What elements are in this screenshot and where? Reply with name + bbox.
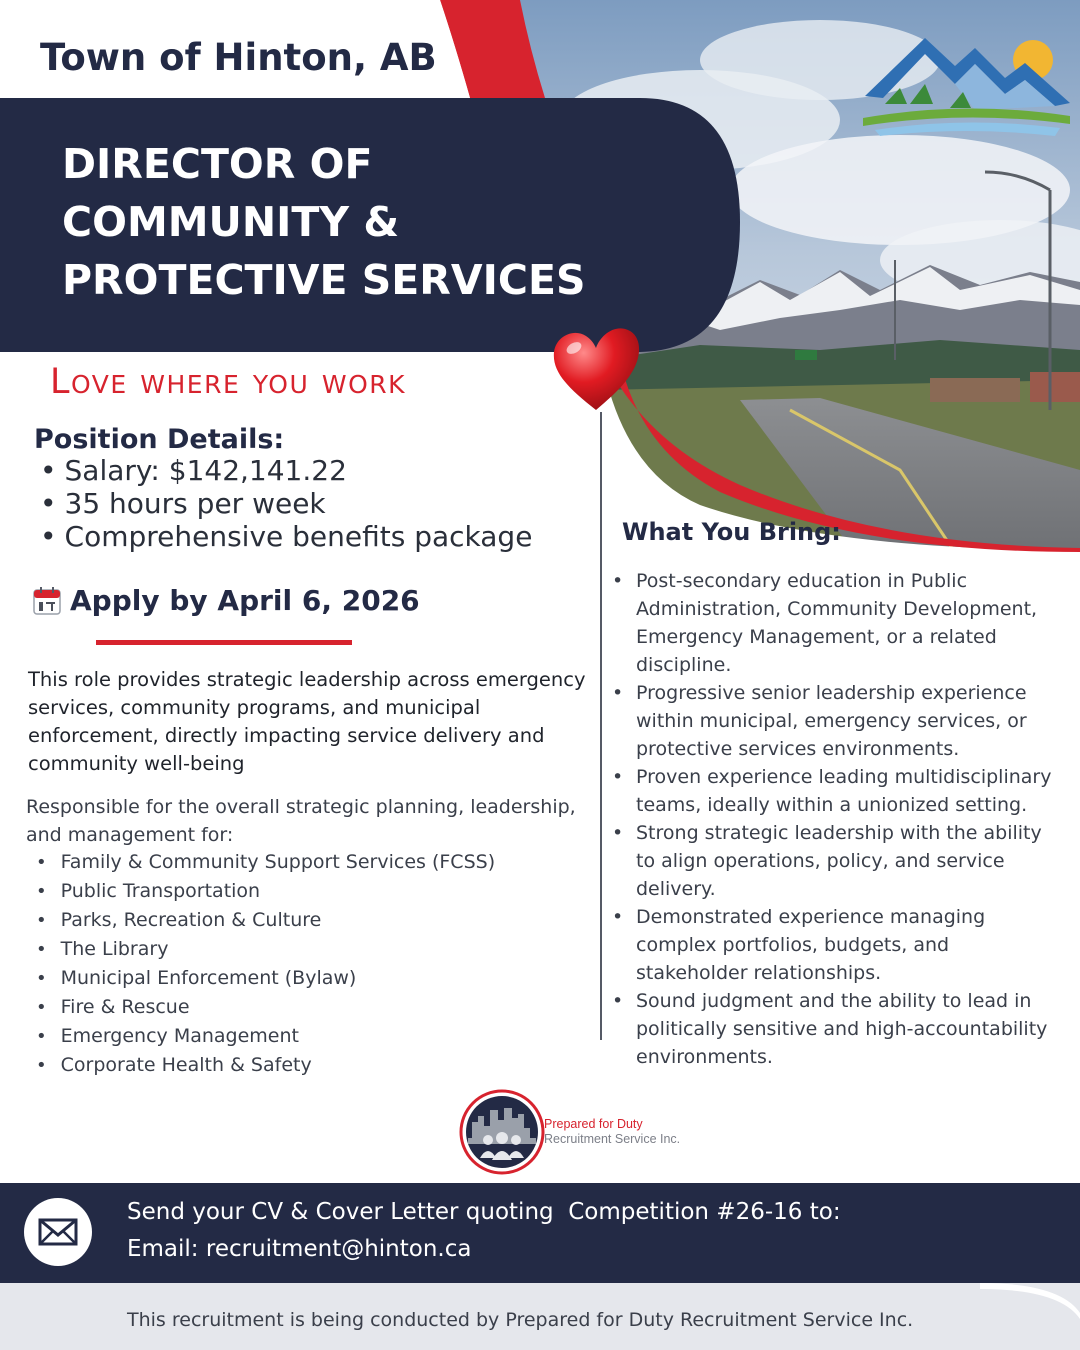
apply-deadline — [32, 584, 420, 617]
list-item: • The Library — [36, 935, 495, 964]
position-details-heading: Position Details: — [34, 424, 285, 455]
hinton-logo — [855, 18, 1075, 143]
footer-instructions: Send your CV & Cover Letter quoting Competition #26-16 to: — [127, 1199, 841, 1225]
divider-rule — [96, 640, 352, 645]
job-title-line: DIRECTOR OF — [62, 140, 373, 188]
town-title: Town of Hinton, AB — [40, 36, 437, 79]
list-item: • Comprehensive benefits package — [40, 520, 532, 553]
footer-email[interactable]: Email: recruitment@hinton.ca — [127, 1236, 472, 1262]
list-item: • Fire & Rescue — [36, 993, 495, 1022]
list-item: • Salary: $142,141.22 — [40, 454, 532, 487]
what-you-bring-list — [612, 567, 1062, 1071]
list-item: • Public Transportation — [36, 877, 495, 906]
agency-subtitle: Recruitment Service Inc. — [544, 1132, 681, 1146]
apply-deadline-text: Apply by April 6, 2026 — [70, 584, 420, 617]
list-item: • Progressive senior leadership experience within municipal, emergency services, or protective services environments. — [612, 679, 1062, 763]
list-item: • Parks, Recreation & Culture — [36, 906, 495, 935]
heart-balloon-icon — [548, 322, 644, 422]
skyline-logo-icon — [458, 1088, 546, 1176]
list-item: • Emergency Management — [36, 1022, 495, 1051]
list-item: • Corporate Health & Safety — [36, 1051, 495, 1080]
tagline: Love where you work — [50, 362, 407, 402]
list-item: • Strong strategic leadership with the ability to align operations, policy, and service delivery. — [612, 819, 1062, 903]
calendar-icon — [32, 586, 62, 616]
mail-icon — [24, 1198, 92, 1266]
what-you-bring-heading: What You Bring: — [622, 518, 841, 546]
list-item: • Family & Community Support Services (FCSS) — [36, 848, 495, 877]
recruitment-note: This recruitment is being conducted by Prepared for Duty Recruitment Service Inc. — [127, 1309, 914, 1331]
column-divider — [600, 412, 602, 1040]
bottom-corner-decor — [980, 1283, 1080, 1350]
agency-logo-text — [544, 1117, 680, 1147]
list-item: • Demonstrated experience managing complex portfolios, budgets, and stakeholder relationships. — [612, 903, 1062, 987]
list-item: • Proven experience leading multidisciplinary teams, ideally within a unionized setting. — [612, 763, 1062, 819]
responsibilities-list — [36, 848, 495, 1080]
list-item: • Post-secondary education in Public Administration, Community Development, Emergency Management, or a related discipline. — [612, 567, 1062, 679]
list-item: • 35 hours per week — [40, 487, 532, 520]
agency-name: Prepared for Duty — [544, 1117, 643, 1131]
responsibilities-intro: Responsible for the overall strategic planning, leadership, and management for: — [26, 796, 576, 846]
job-title — [62, 135, 682, 309]
job-title-line: PROTECTIVE SERVICES — [62, 256, 586, 304]
role-description: This role provides strategic leadership across emergency services, community programs, and municipal enforcement, directly impacting service delivery and community well-being — [28, 668, 586, 775]
list-item: • Municipal Enforcement (Bylaw) — [36, 964, 495, 993]
agency-logo — [458, 1088, 708, 1176]
contact-footer — [0, 1183, 1080, 1283]
list-item: • Sound judgment and the ability to lead in politically sensitive and high-accountability environments. — [612, 987, 1062, 1071]
envelope-icon — [38, 1217, 78, 1247]
position-details-list — [40, 454, 532, 553]
job-title-line: COMMUNITY & — [62, 198, 400, 246]
